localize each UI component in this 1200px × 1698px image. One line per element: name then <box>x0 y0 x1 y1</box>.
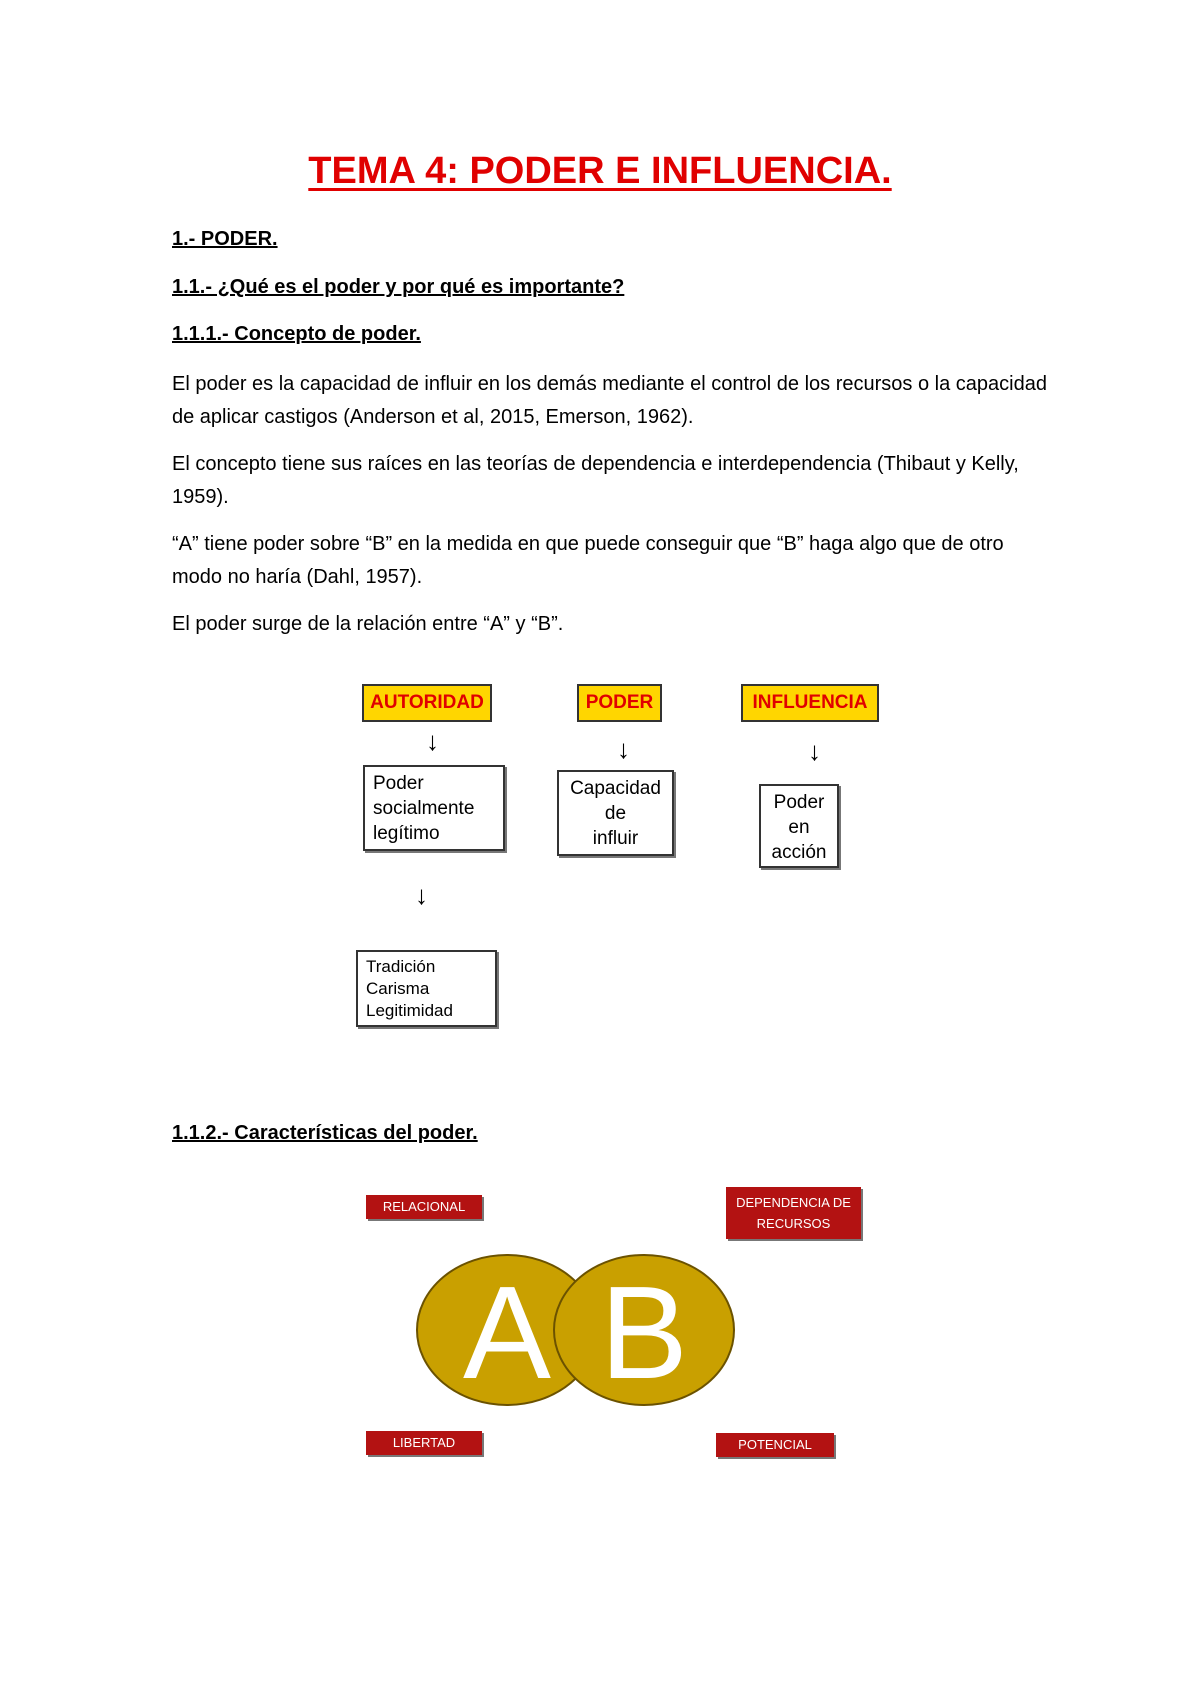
dependencia-label <box>726 1187 861 1239</box>
description-line: Capacidad <box>570 778 661 799</box>
libertad-label: LIBERTAD <box>366 1431 482 1455</box>
influencia-description <box>759 784 839 868</box>
description-line: de <box>604 803 627 824</box>
autoridad-box: AUTORIDAD <box>362 684 492 722</box>
poder-box: PODER <box>577 684 662 722</box>
section-heading: 1.- PODER. <box>172 228 278 250</box>
page-title: TEMA 4: PODER E INFLUENCIA. <box>308 150 892 192</box>
description-line: socialmente <box>373 798 475 819</box>
subsubsection-heading: 1.1.2.- Características del poder. <box>172 1122 478 1144</box>
arrow-down-icon: ↓ <box>415 880 428 910</box>
potencial-label: POTENCIAL <box>716 1433 834 1457</box>
fuente-item: Legitimidad <box>366 1001 453 1020</box>
poder-description <box>557 770 674 856</box>
arrow-down-icon: ↓ <box>617 734 630 764</box>
subsection-heading: 1.1.- ¿Qué es el poder y por qué es importante? <box>172 276 625 298</box>
arrow-down-icon: ↓ <box>808 736 821 766</box>
relacional-label: RELACIONAL <box>366 1195 482 1219</box>
circle-a-label: A <box>462 1259 552 1406</box>
description-line: en <box>788 817 810 838</box>
paragraph-definition: El poder es la capacidad de influir en los demás mediante el control de los recursos o la capacidad de aplicar castigos (Anderson et al, 2015, Emerson, 1962). <box>172 373 1047 428</box>
subsubsection-heading: 1.1.1.- Concepto de poder. <box>172 323 421 345</box>
description-line: legítimo <box>373 823 440 844</box>
description-line: Poder <box>373 773 424 794</box>
description-line: acción <box>771 842 827 863</box>
paragraph-relation: El poder surge de la relación entre “A” y “B”. <box>172 613 564 635</box>
arrow-down-icon: ↓ <box>426 726 439 756</box>
description-line: Poder <box>773 792 825 813</box>
paragraph-roots: El concepto tiene sus raíces en las teorías de dependencia e interdependencia (Thibaut y Kelly, 1959). <box>172 453 1019 508</box>
fuente-item: Tradición <box>366 957 436 976</box>
dependencia-line: DEPENDENCIA DE <box>736 1195 851 1210</box>
ab-venn-diagram <box>415 1250 745 1410</box>
fuentes-autoridad-box <box>356 950 497 1027</box>
description-line: influir <box>592 828 639 849</box>
fuente-item: Carisma <box>366 979 430 998</box>
circle-b-label: B <box>599 1259 689 1406</box>
influencia-box: INFLUENCIA <box>741 684 879 722</box>
dependencia-line: RECURSOS <box>756 1216 831 1231</box>
autoridad-description <box>363 765 505 851</box>
paragraph-dahl: “A” tiene poder sobre “B” en la medida en que puede conseguir que “B” haga algo que de otro modo no haría (Dahl, 1957). <box>172 533 1004 588</box>
